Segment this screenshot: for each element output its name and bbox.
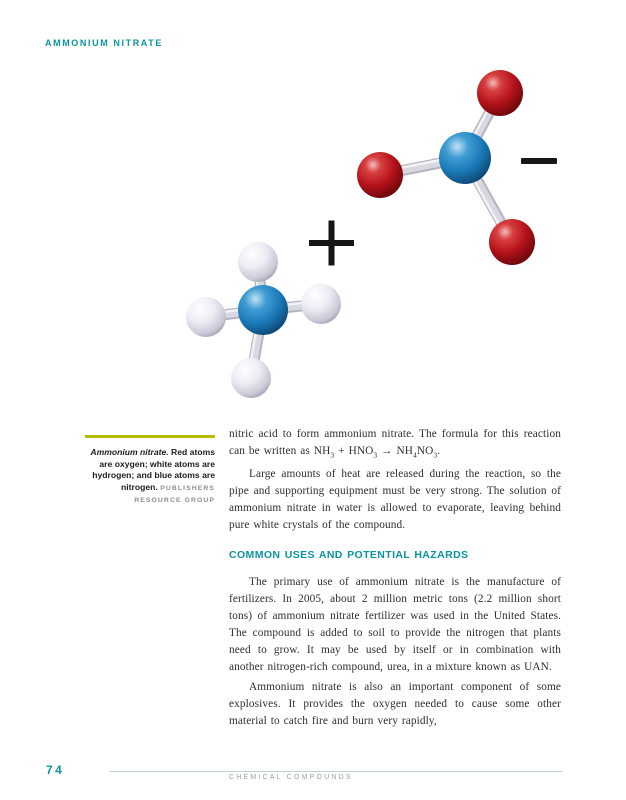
footer-book-title: CHEMICAL COMPOUNDS [229,774,353,781]
hydrogen-atom [231,358,271,398]
nitrogen-atom [439,132,491,184]
running-head: AMMONIUM NITRATE [45,38,163,48]
caption-credit: PUBLISHERS RESOURCE GROUP [134,484,215,505]
oxygen-atom [489,219,535,265]
caption-rule [85,435,215,438]
paragraph: Ammonium nitrate is also an important component of some explosives. It provides the oxygen needed to cause some other material to catch fire and burn very rapidly, [229,681,561,728]
paragraph-text: nitric acid to form ammonium nitrate. The formula for this reaction can be written as [229,428,561,457]
figure-caption [85,435,215,507]
chemical-formula: $NH_3 + HNO_3 \to NH_4NO_3$. [313,445,441,460]
oxygen-atom [357,152,403,198]
section-heading: COMMON USES AND POTENTIAL HAZARDS [229,549,469,562]
caption-title: Ammonium nitrate. [90,447,169,457]
plus-sign [309,221,354,266]
footer-rule [110,771,562,772]
oxygen-atom [477,70,523,116]
page-number: 74 [46,763,65,777]
minus-sign [521,158,557,164]
nitrate-ion [357,70,557,265]
paragraph [229,426,561,463]
hydrogen-atom [301,284,341,324]
caption-text [85,447,215,507]
caption-body: Red atoms are oxygen; white atoms are hydrogen; and blue atoms are nitrogen. [92,447,215,492]
nitrogen-atom [238,285,288,335]
molecule-illustration [170,55,570,425]
paragraph: Large amounts of heat are released during the reaction, so the pipe and supporting equipment must be very strong. The solution of ammonium nitrate in water is allowed to evaporate, leaving behind pure white crystals of the compound. [229,468,561,532]
hydrogen-atom [238,242,278,282]
ammonium-ion [186,242,341,398]
body-column [229,426,561,733]
hydrogen-atom [186,297,226,337]
paragraph: The primary use of ammonium nitrate is the manufacture of fertilizers. In 2005, about 2 million metric tons (2.2 million short tons) of ammonium nitrate fertilizer was used in the United States. The compound is added to soil to provide the nitrogen that plants need to grow. It may be used by itself or in combination with another nitrogen-rich compound, urea, in a mixture known as UAN. [229,576,561,674]
